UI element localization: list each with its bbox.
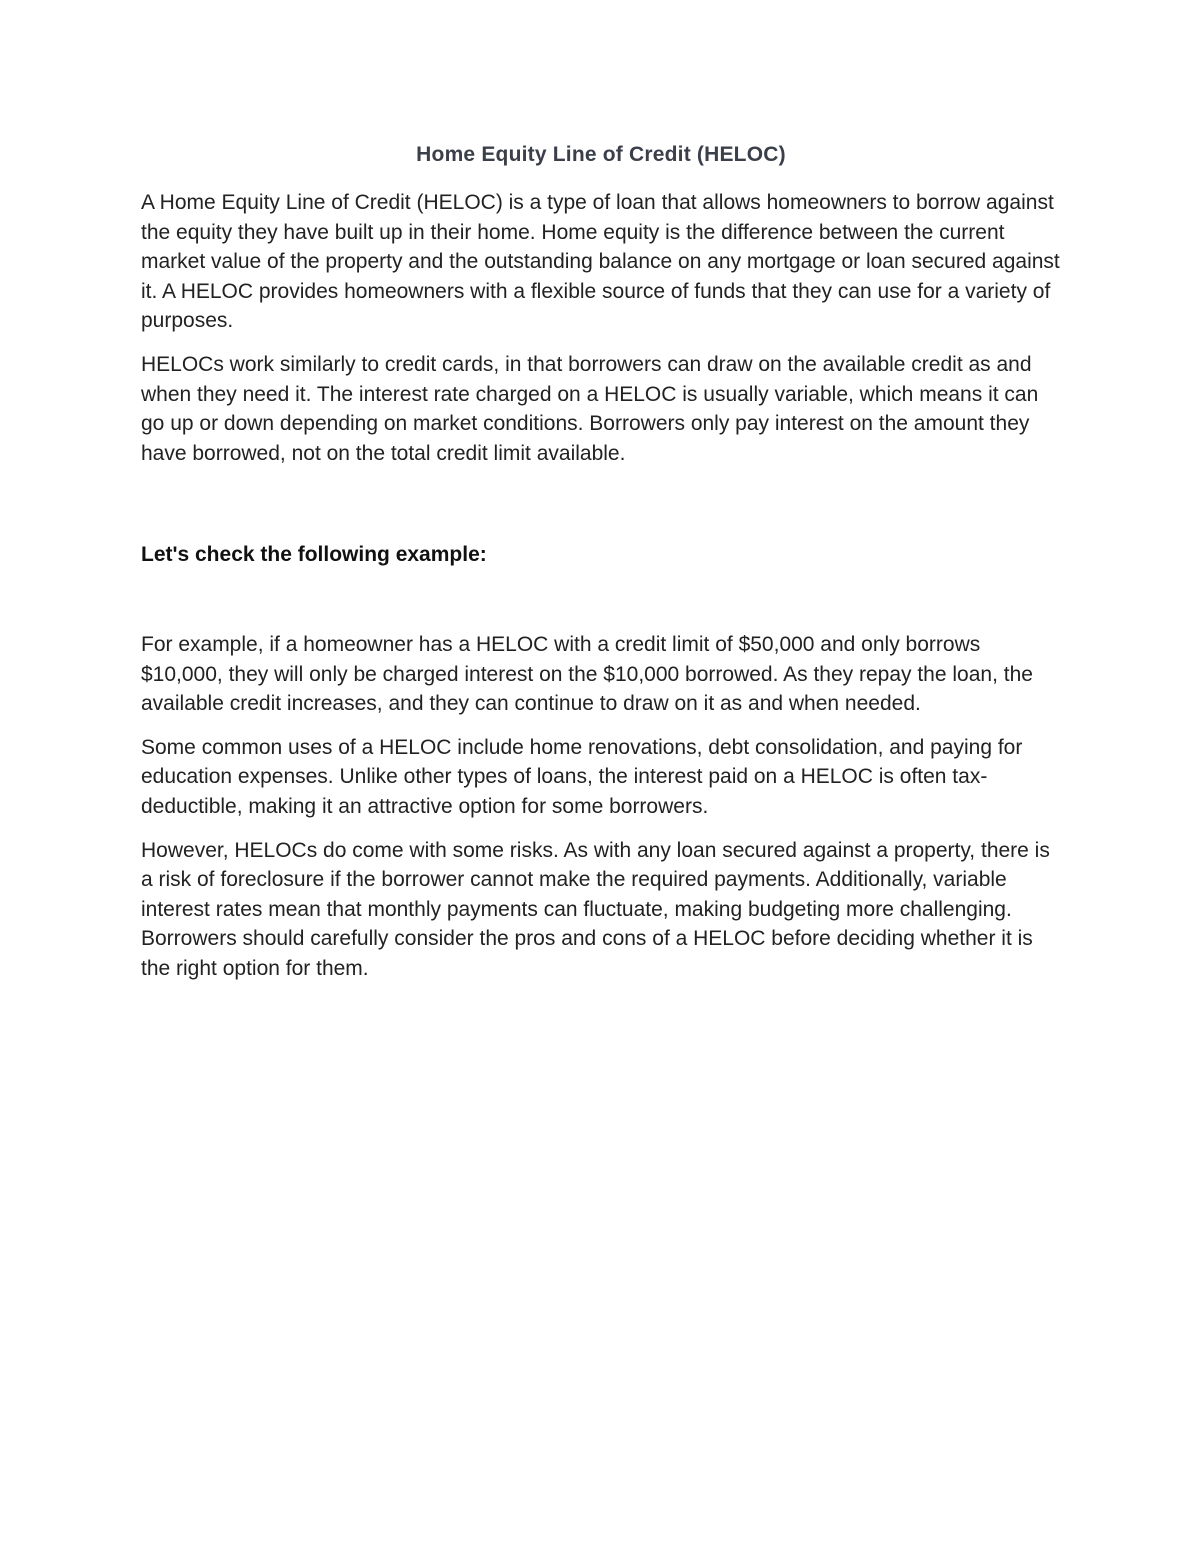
paragraph-heloc-definition: A Home Equity Line of Credit (HELOC) is a type of loan that allows homeowners to borrow against the equity they have built up in their home. Home equity is the difference between the current market value of the property and the outstanding balance on any mortgage or loan secured against it. A HELOC provides homeowners with a flexible source of funds that they can use for a variety of purposes. <box>141 191 1060 333</box>
document-page <box>141 140 1061 997</box>
spacer <box>141 570 1061 630</box>
example-heading: Let's check the following example: <box>141 543 487 567</box>
paragraph-example: For example, if a homeowner has a HELOC with a credit limit of $50,000 and only borrows $10,000, they will only be charged interest on the $10,000 borrowed. As they repay the loan, the available credit increases, and they can continue to draw on it as and when needed. <box>141 632 1033 716</box>
document-title: Home Equity Line of Credit (HELOC) <box>416 143 786 166</box>
spacer <box>141 482 1061 540</box>
paragraph-common-uses: Some common uses of a HELOC include home renovations, debt consolidation, and paying for education expenses. Unlike other types of loans, the interest paid on a HELOC is often tax-deductible, making it an attractive option for some borrowers. <box>141 735 1023 818</box>
paragraph-risks: However, HELOCs do come with some risks. As with any loan secured against a property, there is a risk of foreclosure if the borrower cannot make the required payments. Additionally, variable interest rates mean that monthly payments can fluctuate, making budgeting more challenging. Borrowers should carefully consider the pros and cons of a HELOC before deciding whether it is the right option for them. <box>141 838 1050 980</box>
paragraph-heloc-how-it-works: HELOCs work similarly to credit cards, in that borrowers can draw on the available credit as and when they need it. The interest rate charged on a HELOC is usually variable, which means it can go up or down depending on market conditions. Borrowers only pay interest on the amount they have borrowed, not on the total credit limit available. <box>141 352 1039 465</box>
